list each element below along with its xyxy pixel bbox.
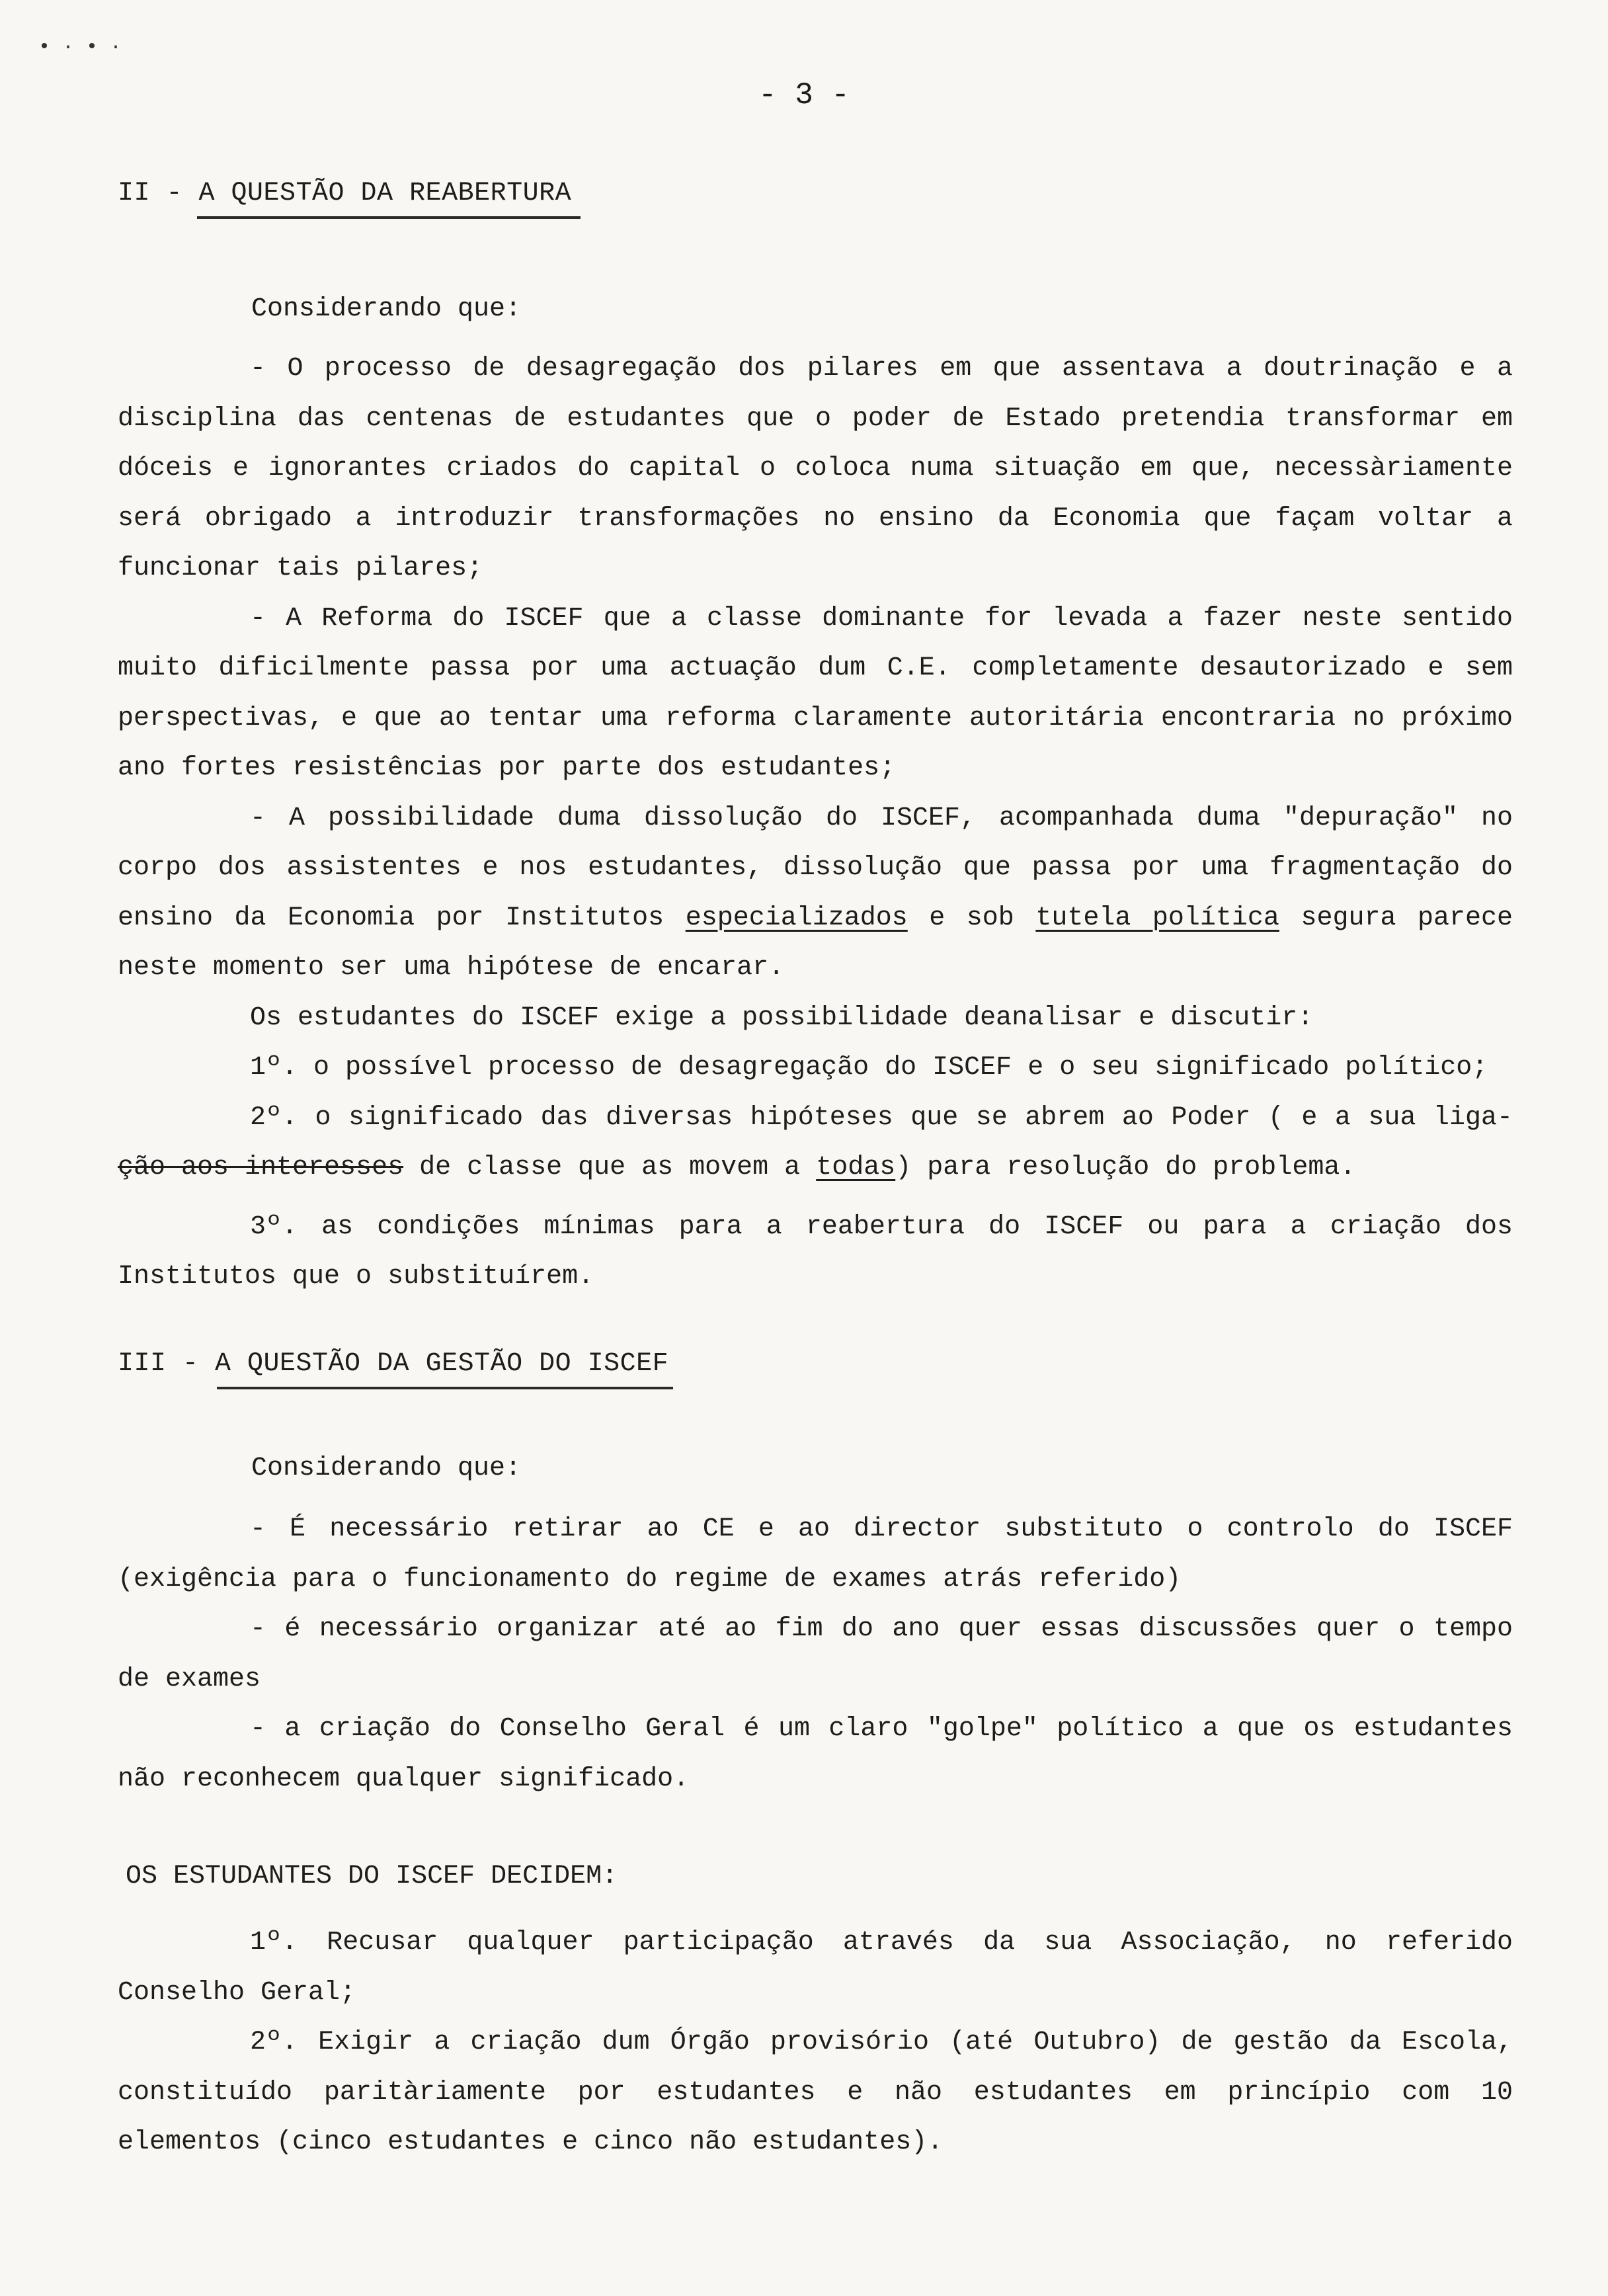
decision-2: 2º. Exigir a criação dum Órgão provisório (até Outubro) de gestão da Escola, constituído paritàriamente por estudantes e não estudantes em princípio com 10 elementos (cinco estudantes e cinco não estudantes). bbox=[118, 2028, 1513, 2157]
section-2-underline bbox=[197, 216, 581, 219]
item-3-underlined-especializados: especializados bbox=[685, 903, 908, 933]
section-2-body bbox=[118, 344, 1513, 1302]
demand-2-underlined-todas: todas bbox=[816, 1153, 896, 1182]
section-3-intro: Considerando que: bbox=[251, 1454, 522, 1483]
item-3-text-start: - A possibilidade duma dissolução do ISCEF, acompanhada duma "depuração" no corpo dos assistentes e nos estudantes, dissolução que passa por uma fragmentação do ensino da Economia por Institutos bbox=[118, 803, 1513, 933]
section-2-item-3 bbox=[118, 794, 1513, 993]
decision-1: 1º. Recusar qualquer participação através da sua Associação, no referido Conselho Geral; bbox=[118, 1928, 1513, 2008]
demand-2: 2º. o significado das diversas hipóteses que se abrem ao Poder ( e a sua liga- ção aos interesses de classe que as movem a todas) para resolução do problema. bbox=[118, 1102, 1513, 1182]
decisions-body bbox=[118, 1918, 1513, 2168]
demand-2-start: 2º. o significado das diversas hipóteses que se abrem ao Poder ( e a sua liga bbox=[250, 1102, 1497, 1133]
decisions-heading: OS ESTUDANTES DO ISCEF DECIDEM: bbox=[126, 1862, 618, 1891]
section-3-title: III - A QUESTÃO DA GESTÃO DO ISCEF bbox=[118, 1349, 669, 1379]
item-3-underlined-tutela: tutela política bbox=[1035, 903, 1279, 933]
demand-2-mid: de classe que as movem a bbox=[403, 1153, 817, 1182]
item-3-text-mid: e sob bbox=[907, 903, 1036, 933]
section-3-body bbox=[118, 1504, 1513, 1804]
section-2-item-1: - O processo de desagregação dos pilares em que assentava a doutrinação e a disciplina das centenas de estudantes que o poder de Estado pretendia transformar em dóceis e ignorantes criados do capital o coloca numa situação em que, necessàriamente será obrigado a introduzir transformações no ensino da Economia que façam voltar a funcionar tais pilares; bbox=[118, 354, 1513, 583]
section-2-heading bbox=[118, 179, 581, 219]
section-3-item-1: - É necessário retirar ao CE e ao director substituto o controlo do ISCEF (exigência para o funcionamento do regime de exames atrás referido) bbox=[118, 1514, 1513, 1594]
demand-2-struck: ção aos interesses bbox=[118, 1153, 404, 1182]
section-2-intro: Considerando que: bbox=[251, 294, 522, 324]
section-2-item-2: - A Reforma do ISCEF que a classe dominante for levada a fazer neste sentido muito dificilmente passa por uma actuação dum C.E. completamente desautorizado e sem perspectivas, e que ao tentar uma reforma claramente autoritária encontraria no próximo ano fortes resistências por parte dos estudantes; bbox=[118, 603, 1513, 783]
section-3-item-2: - é necessário organizar até ao fim do ano quer essas discussões quer o tempo de exames bbox=[118, 1614, 1513, 1694]
section-2-title: II - A QUESTÃO DA REABERTURA bbox=[118, 179, 572, 208]
demand-intro: Os estudantes do ISCEF exige a possibilidade deanalisar e discutir: bbox=[250, 1003, 1314, 1033]
section-3-item-3: - a criação do Conselho Geral é um claro "golpe" político a que os estudantes não reconhecem qualquer significado. bbox=[118, 1714, 1513, 1794]
demand-3: 3º. as condições mínimas para a reabertura do ISCEF ou para a criação dos Institutos que o substituírem. bbox=[118, 1211, 1513, 1292]
demand-2-end: ) para resolução do problema. bbox=[895, 1153, 1356, 1182]
section-3-heading bbox=[118, 1349, 673, 1389]
demand-1: 1º. o possível processo de desagregação do ISCEF e o seu significado político; bbox=[250, 1053, 1488, 1083]
section-3-underline bbox=[217, 1387, 673, 1389]
page-number: - 3 - bbox=[758, 78, 850, 112]
scan-speckles: •·•· bbox=[38, 36, 134, 59]
item-3-text-end: segura parece neste momento ser uma hipótese de encarar. bbox=[118, 903, 1513, 983]
